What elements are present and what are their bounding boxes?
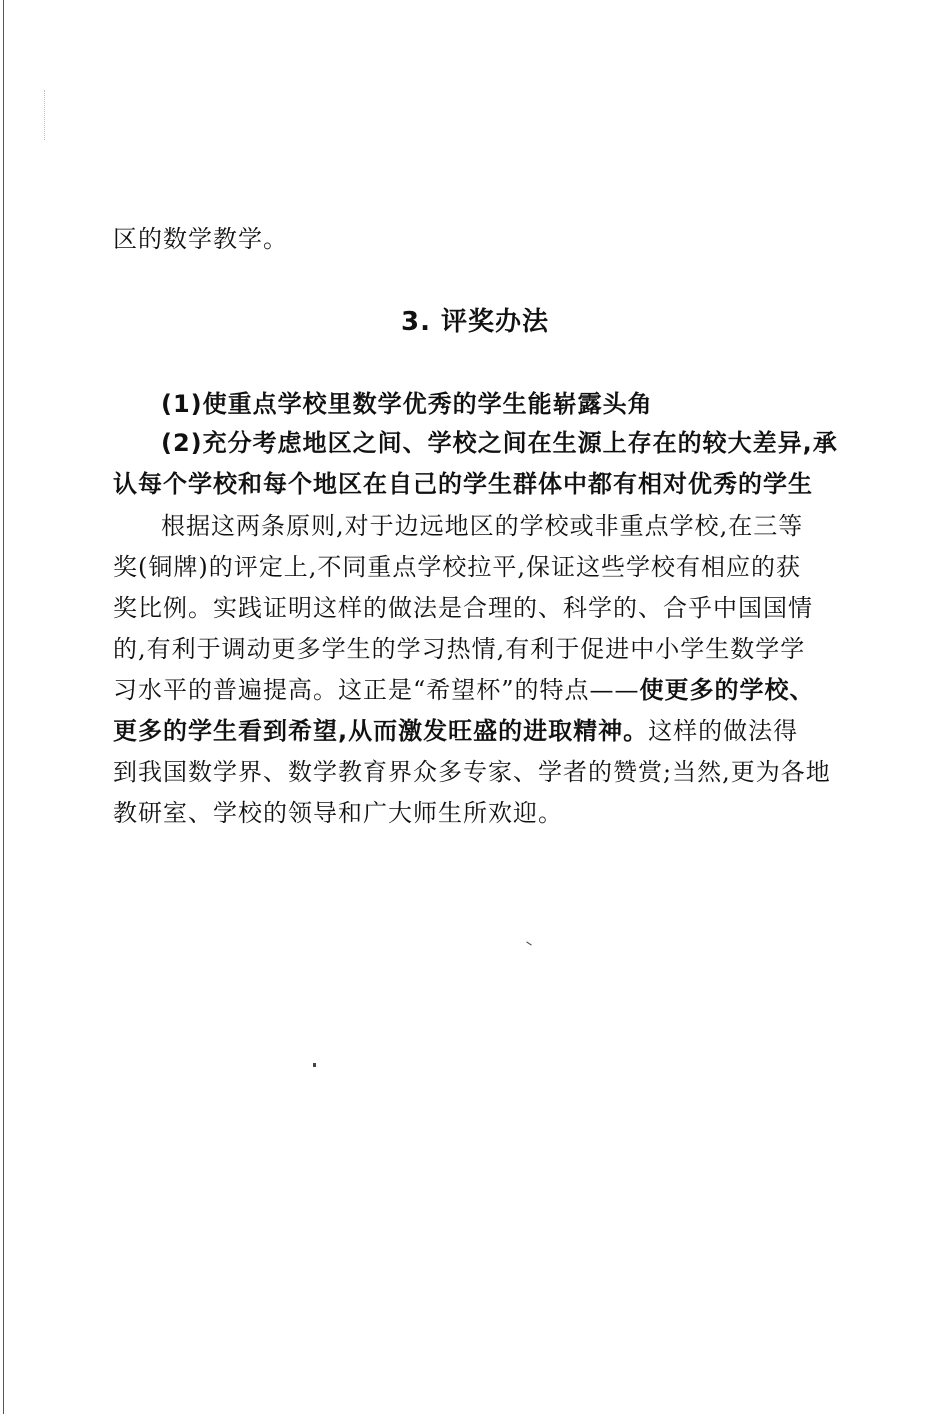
paragraph-line-5 [113,675,815,705]
scan-speck [526,941,531,945]
principle-2-line-1: (2)充分考虑地区之间、学校之间在生源上存在的较大差异,承 [161,429,838,457]
paragraph-line-6 [113,716,798,746]
paragraph-line-6-bold: 更多的学生看到希望,从而激发旺盛的进取精神。 [113,717,649,745]
paragraph-line-5-bold: 使更多的学校、 [639,676,815,704]
paragraph-line-8: 教研室、学校的领导和广大师生所欢迎。 [113,799,563,827]
principle-1: (1)使重点学校里数学优秀的学生能崭露头角 [161,390,653,418]
carryover-line: 区的数学教学。 [113,225,288,253]
scan-speck [313,1063,316,1067]
paragraph-line-5-text: 习水平的普遍提高。这正是“希望杯”的特点—— [113,676,640,704]
paragraph-line-1: 根据这两条原则,对于边远地区的学校或非重点学校,在三等 [161,512,804,540]
paragraph-line-4: 的,有利于调动更多学生的学习热情,有利于促进中小学生数学学 [113,635,806,663]
paragraph-line-7: 到我国数学界、数学教育界众多专家、学者的赞赏;当然,更为各地 [113,758,831,786]
paragraph-line-3: 奖比例。实践证明这样的做法是合理的、科学的、合乎中国国情 [113,594,813,622]
section-heading: 3. 评奖办法 [401,307,550,337]
margin-marks [44,90,47,140]
principle-2-line-2: 认每个学校和每个地区在自己的学生群体中都有相对优秀的学生 [113,470,813,498]
paragraph-line-6-text: 这样的做法得 [648,717,799,745]
paragraph-line-2: 奖(铜牌)的评定上,不同重点学校拉平,保证这些学校有相应的获 [113,553,801,581]
page-left-edge [3,0,4,1414]
